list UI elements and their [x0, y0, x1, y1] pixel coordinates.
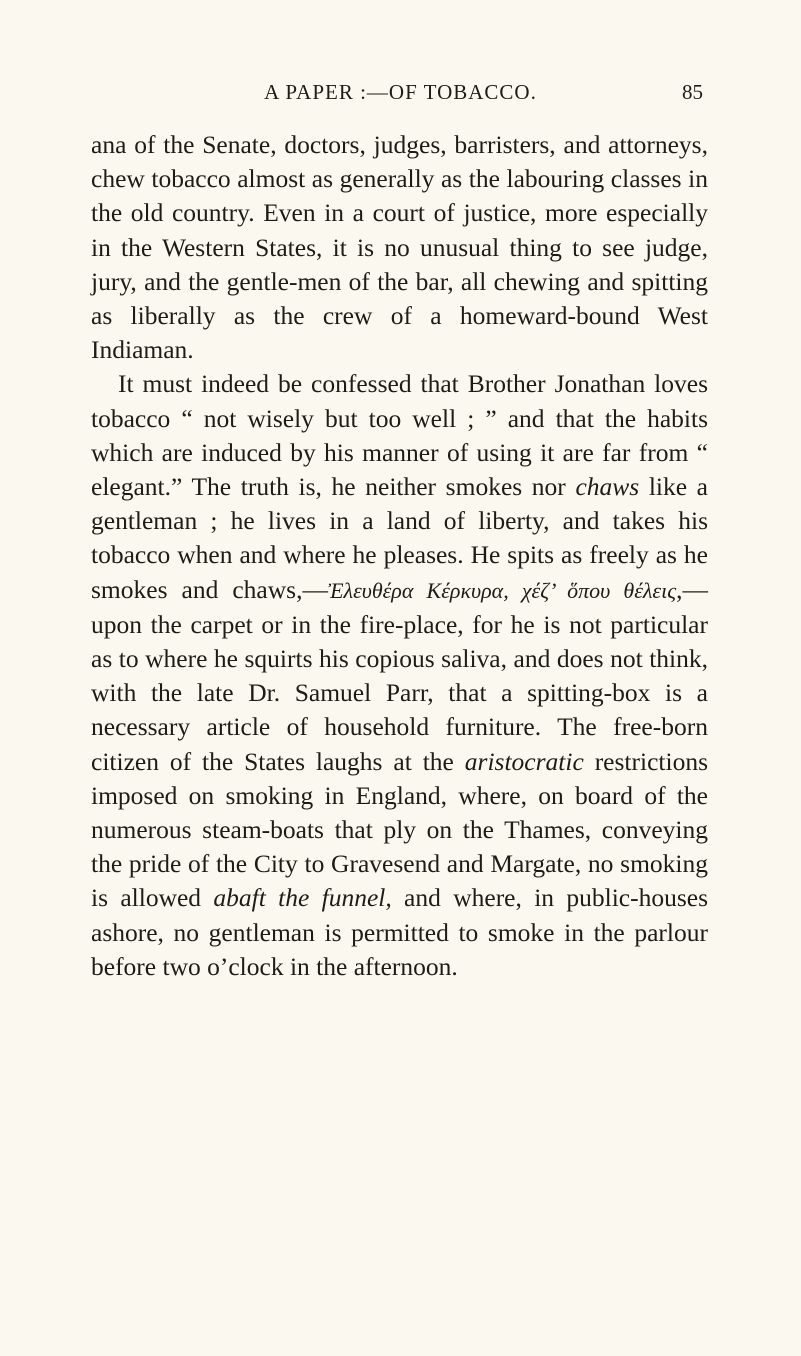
emphasis-abaft-the-funnel: abaft the funnel, [213, 883, 392, 913]
page-header [0, 80, 801, 104]
paragraph-2-part-4: restrictions imposed on smoking in England, where, on board of the numerous steam-boats that ply on the Thames, conveying the pride of the City to Gravesend and Margate, no smoking is allowed [91, 746, 708, 913]
paragraph-2-part-5: and where, in public-houses ashore, no gentleman is permitted to smoke in the parlour before two o’clock in the afternoon. [91, 883, 709, 981]
running-head: A PAPER :—OF TOBACCO. [264, 80, 537, 104]
paragraph-2-part-3: ,—upon the carpet or in the fire-place, for he is not particular as to where he squirts his copious saliva, and does not think, with the late Dr. Samuel Parr, that a spitting-box is a necessary article of household furniture. The free-born citizen of the States laughs at the [91, 574, 708, 776]
page-number: 85 [682, 80, 703, 104]
paragraph-1: ana of the Senate, doctors, judges, barristers, and attorneys, chew tobacco almost as generally as the labouring classes in the old country. Even in a court of justice, more especially in the Western States, it is no unusual thing to see judge, jury, and the gentle-men of the bar, all chewing and spitting as liberally as the crew of a homeward-bound West Indiaman. [91, 130, 708, 365]
greek-quotation: Ἐλευθέρα Κέρκυρα, χέζ’ ὅπου θέλεις [327, 577, 677, 603]
paragraph-2-part-1: It must indeed be confessed that Brother Jonathan loves tobacco “ not wisely but too well ; ” and that the habits which are induced by his manner of using it are far from “ elegant.” The truth is, he neither smokes nor [91, 369, 708, 502]
paragraph-2-part-2: like a gentleman ; he lives in a land of liberty, and takes his tobacco when and where he pleases. He spits as freely as he smokes and chaws,— [91, 472, 708, 604]
paragraph-2 [91, 367, 708, 984]
body-text [91, 128, 708, 984]
emphasis-chaws: chaws [575, 472, 640, 502]
emphasis-aristocratic: aristocratic [464, 746, 584, 776]
